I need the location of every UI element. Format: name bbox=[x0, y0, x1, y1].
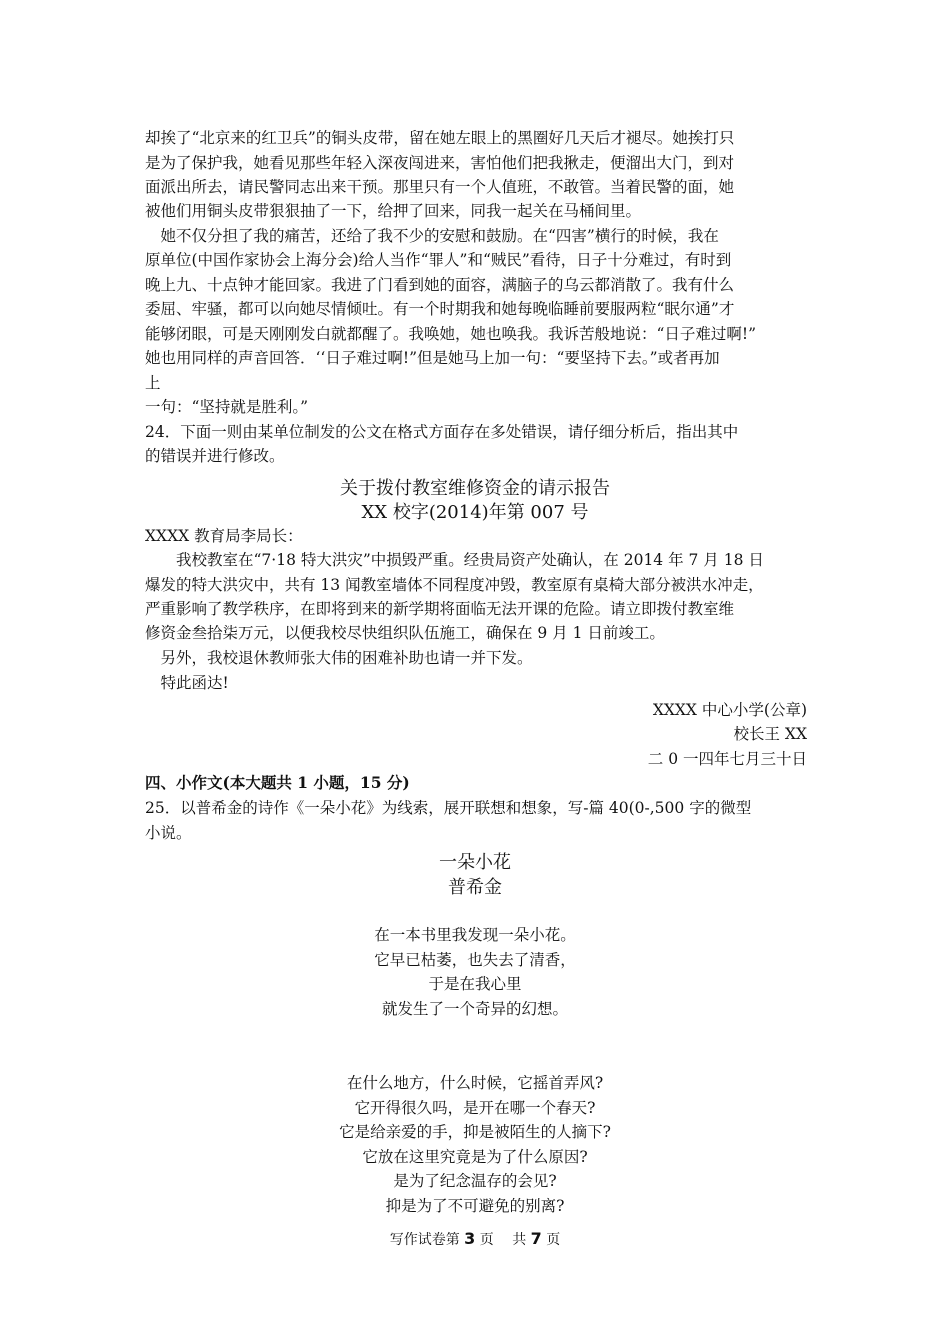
poem-line: 它放在这里究竟是为了什么原因? bbox=[362, 1148, 588, 1166]
passage-line: 原单位(中国作家协会上海分会)给人当作“罪人”和“贼民”看待，日子十分难过，有时到 bbox=[145, 251, 732, 269]
passage-line: 她不仅分担了我的痛苦，还给了我不少的安慰和鼓励。在“四害”横行的时候，我在 bbox=[145, 227, 719, 245]
q24-prompt: 24．下面一则由某单位制发的公文在格式方面存在多处错误，请仔细分析后，指出其中 bbox=[145, 423, 739, 441]
passage-line: 被他们用铜头皮带狠狠抽了一下，给押了回来，同我一起关在马桶间里。 bbox=[145, 202, 642, 220]
passage-line: 是为了保护我，她看见那些年轻入深夜闯进来，害怕他们把我揪走，便溜出大门，到对 bbox=[145, 154, 735, 172]
poem-line: 在一本书里我发现一朵小花。 bbox=[374, 926, 576, 944]
footer-total-pages: 7 bbox=[530, 1229, 542, 1248]
passage-line: 上 bbox=[145, 374, 161, 392]
section-heading: 四、小作文(本大题共 1 小题，15 分) bbox=[145, 773, 410, 792]
document-body-line: 爆发的特大洪灾中，共有 13 闻教室墙体不同程度冲毁，教室原有桌椅大部分被洪水冲走， bbox=[145, 576, 764, 594]
poem-line: 是为了纪念温存的会见? bbox=[393, 1172, 557, 1190]
document-salutation: XXXX 教育局李局长： bbox=[145, 527, 303, 545]
passage-line: 能够闭眼，可是天刚刚发白就都醒了。我唤她，她也唤我。我诉苦般地说：“日子难过啊!” bbox=[145, 325, 757, 343]
poem-line: 于是在我心里 bbox=[428, 975, 522, 993]
poem-author: 普希金 bbox=[448, 877, 502, 898]
footer-suffix: 页 bbox=[546, 1232, 561, 1248]
document-body-line: 我校教室在“7·18 特大洪灾”中损毁严重。经贵局资产处确认，在 2014 年 7 月 18 日 bbox=[145, 551, 764, 569]
document-body-line: 特此函达! bbox=[145, 674, 229, 692]
poem-line: 就发生了一个奇异的幻想。 bbox=[381, 1000, 568, 1018]
poem-line: 抑是为了不可避免的别离? bbox=[385, 1197, 565, 1215]
document-signature: XXXX 中心小学(公章) bbox=[652, 701, 807, 719]
q25-prompt: 小说。 bbox=[145, 824, 192, 842]
q24-prompt: 的错误并进行修改。 bbox=[145, 447, 285, 465]
document-principal: 校长王 XX bbox=[733, 725, 807, 743]
document-title: 关于拨付教室维修资金的请示报告 bbox=[340, 478, 610, 499]
document-number: XX 校字(2014)年第 007 号 bbox=[361, 502, 589, 523]
poem-line: 它早已枯萎，也失去了清香， bbox=[374, 951, 576, 969]
q25-prompt: 25．以普希金的诗作《一朵小花》为线索，展开联想和想象，写-篇 40(0-,500 字的微型 bbox=[145, 799, 752, 817]
poem-line: 在什么地方，什么时候，它摇首弄风? bbox=[346, 1074, 604, 1092]
footer-page-number: 3 bbox=[464, 1229, 476, 1248]
page-footer bbox=[0, 1229, 950, 1249]
poem-line: 它是给亲爱的手，抑是被陌生的人摘下? bbox=[339, 1123, 611, 1141]
document-body-line: 另外，我校退休教师张大伟的困难补助也请一并下发。 bbox=[145, 649, 533, 667]
footer-prefix: 写作试卷第 bbox=[389, 1232, 460, 1248]
passage-line: 一句：“坚持就是胜利。” bbox=[145, 398, 309, 416]
poem-line: 它开得很久吗，是开在哪一个春天? bbox=[354, 1099, 596, 1117]
document-date: 二 0 一四年七月三十日 bbox=[647, 750, 807, 768]
document-body-line: 严重影响了教学秩序，在即将到来的新学期将面临无法开课的危险。请立即拨付教室维 bbox=[145, 600, 735, 618]
passage-line: 她也用同样的声音回答．‘‘日子难过啊!”但是她马上加一句：“要坚持下去。”或者再加 bbox=[145, 349, 720, 367]
passage-line: 晚上九、十点钟才能回家。我进了门看到她的面容，满脑子的乌云都消散了。我有什么 bbox=[145, 276, 735, 294]
passage-line: 却挨了“北京来的红卫兵”的铜头皮带，留在她左眼上的黑圈好几天后才褪尽。她挨打只 bbox=[145, 129, 735, 147]
passage-line: 委屈、牢骚，都可以向她尽情倾吐。有一个时期我和她每晚临睡前要服两粒“眠尔通”才 bbox=[145, 300, 735, 318]
footer-middle: 页 共 bbox=[479, 1232, 527, 1248]
document-body-line: 修资金叁拾柒万元，以便我校尽快组织队伍施工，确保在 9 月 1 日前竣工。 bbox=[145, 624, 665, 642]
passage-line: 面派出所去，请民警同志出来干预。那里只有一个人值班，不敢管。当着民警的面，她 bbox=[145, 178, 735, 196]
poem-title: 一朵小花 bbox=[439, 852, 511, 873]
